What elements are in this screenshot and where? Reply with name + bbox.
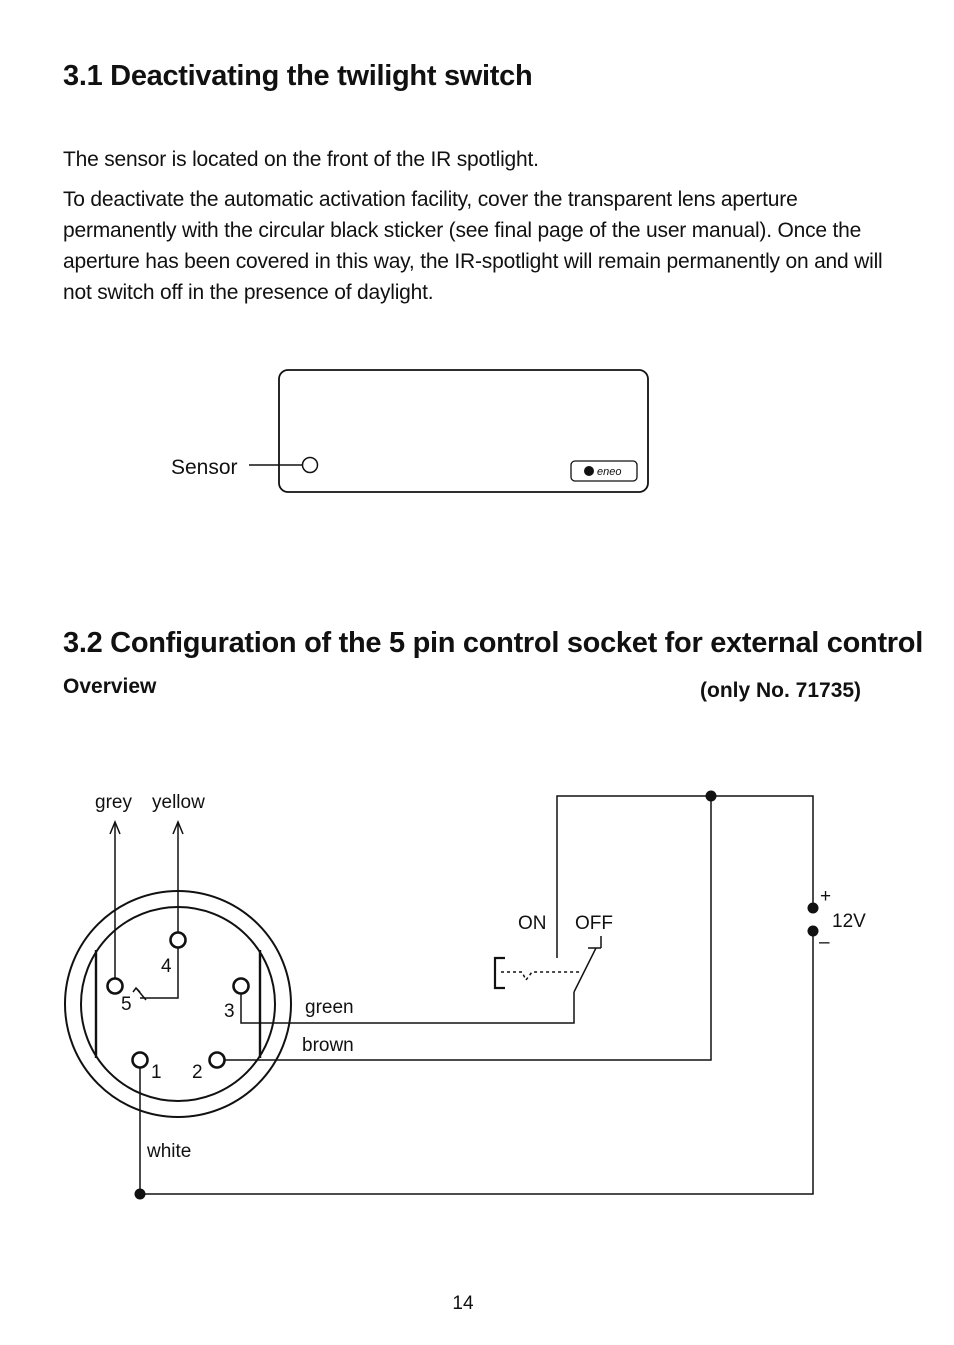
switch-on-position-dashed — [501, 972, 582, 980]
supply-plus-terminal — [808, 903, 819, 914]
model-note: (only No. 71735) — [700, 679, 862, 702]
label-pin-5: 5 — [121, 994, 132, 1015]
label-12v: 12V — [832, 911, 866, 932]
label-pin-1: 1 — [151, 1062, 162, 1083]
switch-on-bracket — [495, 958, 505, 988]
white-wire — [140, 931, 813, 1194]
label-pin-3: 3 — [224, 1001, 235, 1022]
label-yellow: yellow — [152, 792, 205, 813]
switch-lever — [574, 948, 596, 992]
overview-subheading: Overview — [63, 675, 157, 698]
label-plus: + — [820, 886, 832, 907]
label-minus: – — [819, 932, 830, 953]
eneo-logo-text: eneo — [597, 466, 622, 478]
label-pin-2: 2 — [192, 1062, 203, 1083]
label-brown: brown — [302, 1035, 354, 1056]
pin-2 — [210, 1053, 225, 1068]
label-switch-off: OFF — [575, 913, 613, 934]
supply-minus-terminal — [808, 926, 819, 937]
pin-5 — [108, 979, 123, 994]
label-grey: grey — [95, 792, 132, 813]
page-number: 14 — [452, 1293, 474, 1314]
brown-wire — [225, 796, 711, 1060]
pin-3 — [234, 979, 249, 994]
sensor-label: Sensor — [171, 456, 238, 479]
label-white: white — [147, 1141, 192, 1162]
internal-link-4-5 — [140, 948, 178, 998]
label-switch-on: ON — [518, 913, 547, 934]
junction-brown-top — [706, 791, 717, 802]
paragraph-sensor-location: The sensor is located on the front of the IR spotlight. — [63, 148, 539, 171]
junction-white-bottom — [135, 1189, 146, 1200]
pin-4 — [171, 933, 186, 948]
label-pin-4: 4 — [161, 956, 172, 977]
section-heading-3-2: 3.2 Configuration of the 5 pin control socket for external control — [63, 627, 923, 659]
internal-link-arrowhead-icon — [133, 988, 140, 992]
label-green: green — [305, 997, 354, 1018]
pin-1 — [133, 1053, 148, 1068]
section-heading-3-1: 3.1 Deactivating the twilight switch — [63, 60, 533, 92]
paragraph-deactivation: To deactivate the automatic activation facility, cover the transparent lens aperture permanently with the circular black sticker (see final page of the user manual). Once the aperture has been covered in this way, the IR-spotlight will remain permanently on and will not switch off in the presence of daylight. — [63, 188, 883, 304]
